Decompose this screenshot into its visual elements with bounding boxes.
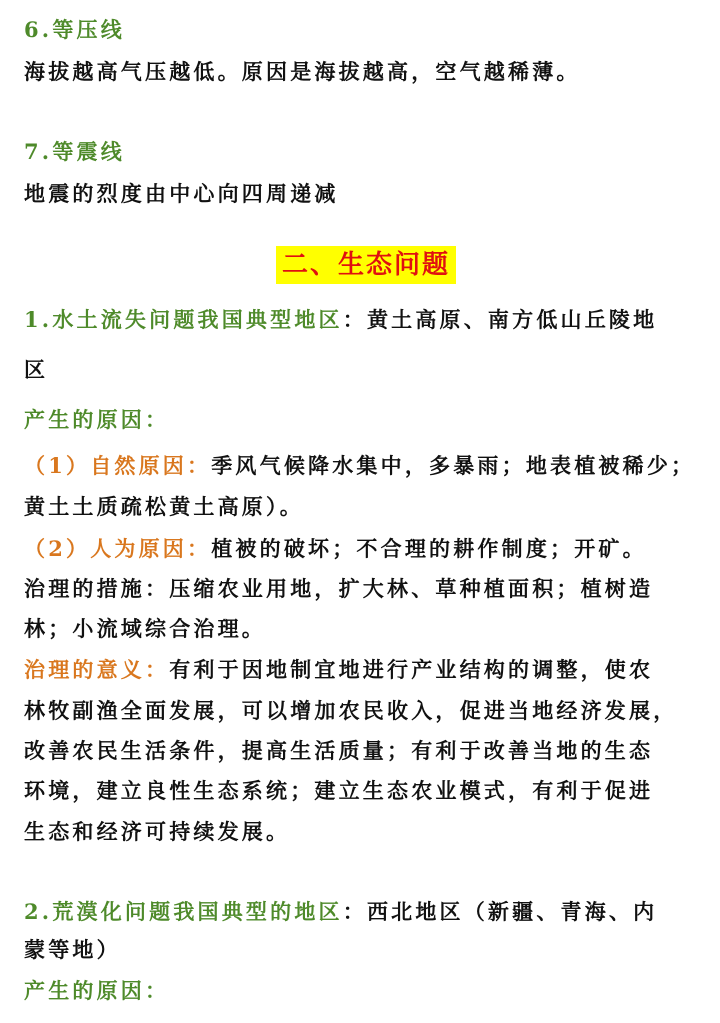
desertification-heading-line <box>24 898 657 926</box>
isoseismal-heading: 7.等震线 <box>24 139 125 164</box>
natural-causes-text: 季风气候降水集中，多暴雨；地表植被稀少； <box>211 453 696 478</box>
desertification-heading: 2.荒漠化问题我国典型的地区 <box>24 899 343 924</box>
significance-label: 治理的意义： <box>24 657 170 682</box>
significance-line-5: 生态和经济可持续发展。 <box>24 819 291 844</box>
soil-erosion-causes-heading: 产生的原因： <box>24 407 170 432</box>
isobar-body: 海拔越高气压越低。原因是海拔越高，空气越稀薄。 <box>24 59 581 84</box>
soil-erosion-regions-cont: 区 <box>24 357 49 382</box>
measures-line-2: 林；小流域综合治理。 <box>24 616 266 641</box>
desertification-regions-cont: 蒙等地） <box>24 937 121 962</box>
soil-erosion-colon: ： <box>342 307 367 332</box>
desertification-regions: 西北地区（新疆、青海、内 <box>366 899 658 924</box>
isobar-heading: 6.等压线 <box>24 17 125 42</box>
natural-causes-label: （1）自然原因： <box>24 453 212 478</box>
natural-causes-text-cont: 黄土土质疏松黄土高原）。 <box>24 494 304 519</box>
desertification-colon: ： <box>342 899 367 924</box>
human-causes-text: 植被的破坏；不合理的耕作制度；开矿。 <box>211 536 647 561</box>
soil-erosion-regions: 黄土高原、南方低山丘陵地 <box>366 307 658 332</box>
soil-erosion-heading: 1.水土流失问题我国典型地区 <box>24 307 343 332</box>
significance-line-1 <box>24 656 653 684</box>
human-causes-label: （2）人为原因： <box>24 536 212 561</box>
section-title: 二、生态问题 <box>276 246 456 284</box>
isoseismal-body: 地震的烈度由中心向四周递减 <box>24 181 339 206</box>
measures-line-1: 治理的措施：压缩农业用地，扩大林、草种植面积；植树造 <box>24 576 654 601</box>
desertification-causes-heading: 产生的原因： <box>24 978 170 1003</box>
significance-text-1: 有利于因地制宜地进行产业结构的调整，使农 <box>169 657 654 682</box>
significance-line-4: 环境，建立良性生态系统；建立生态农业模式，有利于促进 <box>24 778 654 803</box>
natural-causes-line <box>24 452 695 480</box>
soil-erosion-heading-line <box>24 306 657 334</box>
significance-line-2: 林牧副渔全面发展，可以增加农民收入，促进当地经济发展， <box>24 698 678 723</box>
human-causes-line <box>24 535 647 563</box>
significance-line-3: 改善农民生活条件，提高生活质量；有利于改善当地的生态 <box>24 738 654 763</box>
